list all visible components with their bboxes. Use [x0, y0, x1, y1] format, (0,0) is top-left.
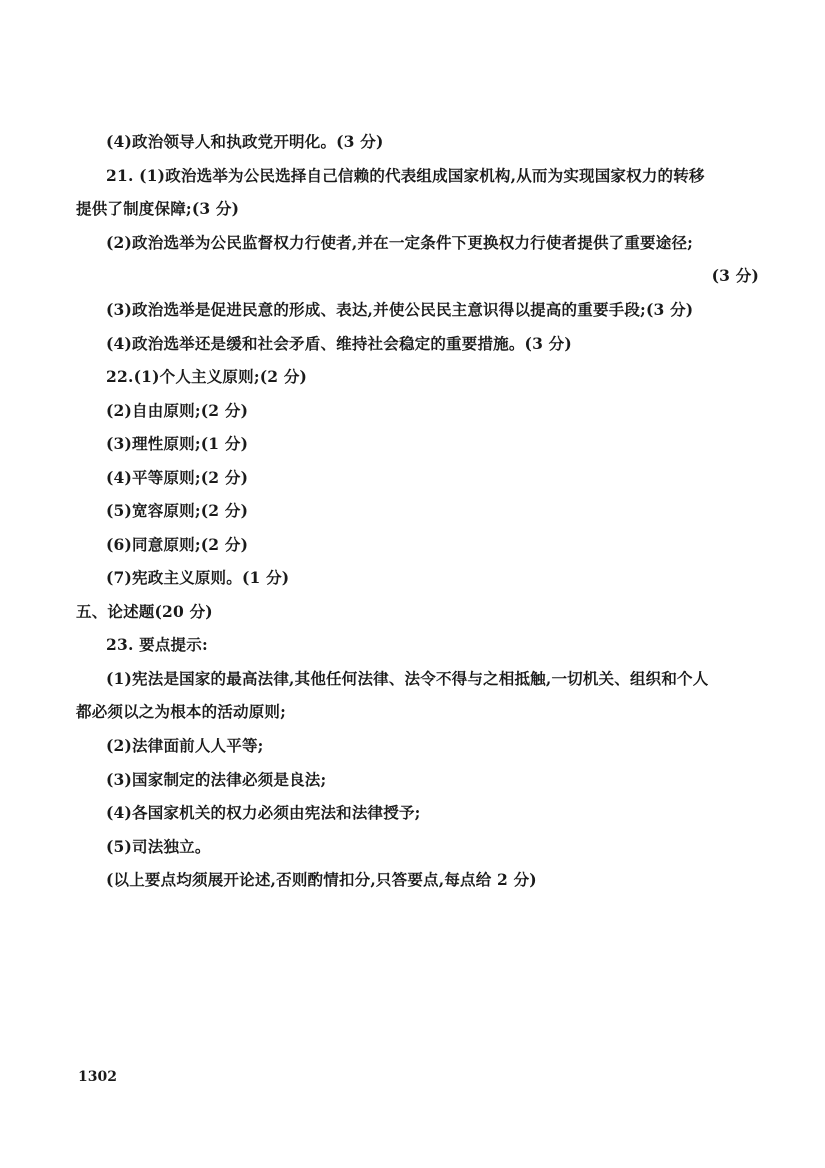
text-line: (4)各国家机关的权力必须由宪法和法律授予;	[106, 803, 421, 822]
text-line: 22.(1)个人主义原则;(2 分)	[106, 367, 308, 386]
text-line: (2)政治选举为公民监督权力行使者,并在一定条件下更换权力行使者提供了重要途径;	[106, 233, 694, 252]
text-line: (5)司法独立。	[106, 837, 211, 856]
text-line: (3)理性原则;(1 分)	[106, 434, 249, 453]
text-line: (2)自由原则;(2 分)	[106, 401, 249, 420]
text-line: (7)宪政主义原则。(1 分)	[106, 568, 290, 587]
text-line: (3 分)	[711, 266, 759, 285]
text-line: (1)宪法是国家的最高法律,其他任何法律、法令不得与之相抵触,一切机关、组织和个人	[106, 669, 709, 688]
text-line: (4)政治领导人和执政党开明化。(3 分)	[106, 132, 384, 151]
page-number: 1302	[78, 1069, 117, 1085]
text-line: (3)国家制定的法律必须是良法;	[106, 770, 327, 789]
text-line: 提供了制度保障;(3 分)	[76, 199, 240, 218]
text-line: (以上要点均须展开论述,否则酌情扣分,只答要点,每点给 2 分)	[106, 870, 537, 889]
text-line: (6)同意原则;(2 分)	[106, 535, 249, 554]
text-line: 都必须以之为根本的活动原则;	[76, 702, 287, 721]
text-line: (3)政治选举是促进民意的形成、表达,并使公民民主意识得以提高的重要手段;(3 分)	[106, 300, 694, 319]
section-heading: 五、论述题(20 分)	[76, 602, 213, 621]
text-line: (2)法律面前人人平等;	[106, 736, 264, 755]
text-line: (4)平等原则;(2 分)	[106, 468, 249, 487]
text-line: (5)宽容原则;(2 分)	[106, 501, 249, 520]
text-line: (4)政治选举还是缓和社会矛盾、维持社会稳定的重要措施。(3 分)	[106, 334, 572, 353]
text-line: 23. 要点提示:	[106, 635, 208, 654]
text-line: 21. (1)政治选举为公民选择自己信赖的代表组成国家机构,从而为实现国家权力的转移	[106, 166, 705, 185]
